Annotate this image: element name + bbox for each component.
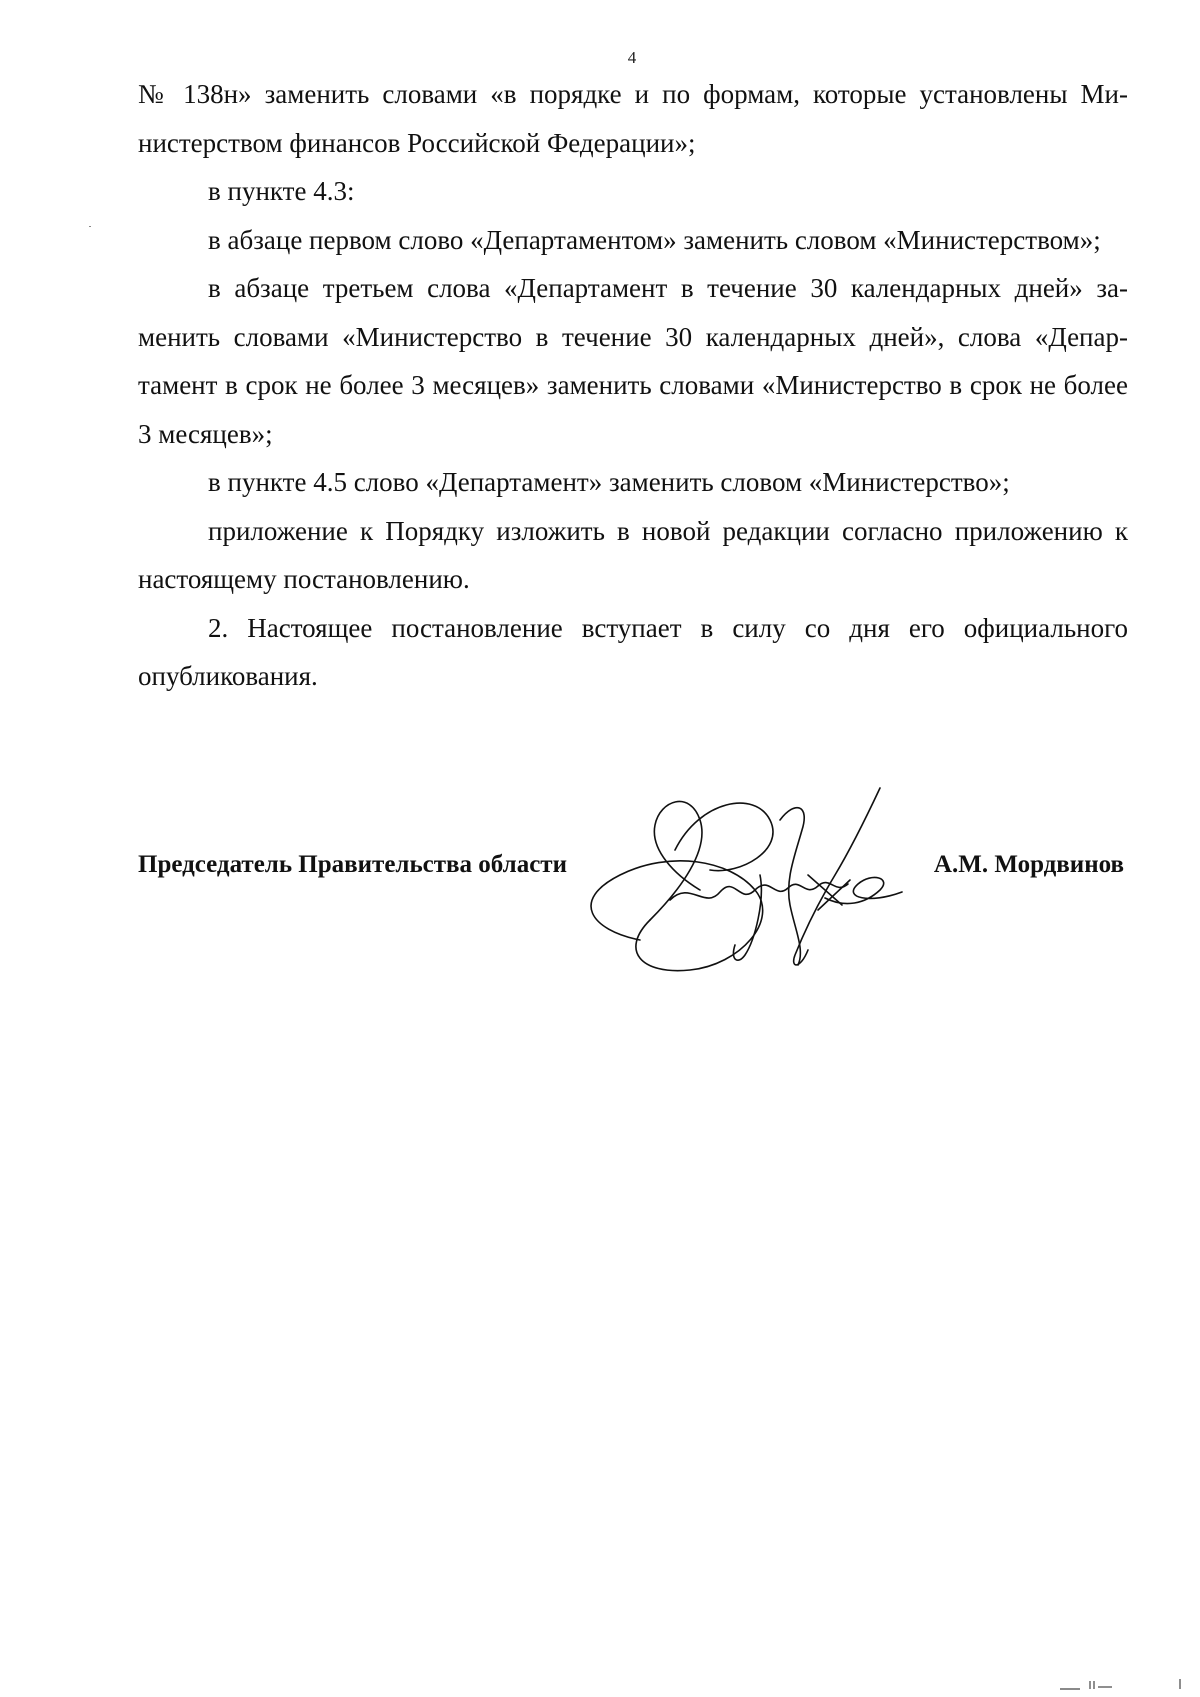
signatory-name: А.М. Мордвинов [933, 851, 1124, 878]
paragraph: 2. Настоящее постановление вступает в силу со дня его официального опубликования. [138, 612, 1128, 691]
document-body [138, 70, 1128, 701]
paragraph: приложение к Порядку изложить в новой редакции согласно приложению к настоящему постановлению. [138, 515, 1128, 594]
paragraph: в абзаце первом слово «Департаментом» заменить словом «Министерством»; [208, 224, 1101, 255]
paragraph: в пункте 4.3: [208, 176, 355, 206]
page-number: 4 [627, 48, 637, 67]
paragraph: в абзаце третьем слова «Департамент в течение 30 календарных дней» заменить словами «Министерство в течение 30 календарных дней», слова «Департамент в срок не более 3 месяцев» заменить словами «Министерство в срок не более 3 месяцев»; [138, 273, 1128, 449]
paragraph: в пункте 4.5 слово «Департамент» заменить словом «Министерство»; [208, 467, 1010, 497]
scan-artifact [89, 226, 91, 227]
handwritten-signature [580, 780, 940, 980]
signatory-position: Председатель Правительства области [138, 851, 567, 878]
paragraph: № 138н» заменить словами «в порядке и по формам, которые установлены Министерством финансов Российской Федерации»; [138, 79, 1128, 158]
scan-artifact [1020, 1677, 1190, 1691]
